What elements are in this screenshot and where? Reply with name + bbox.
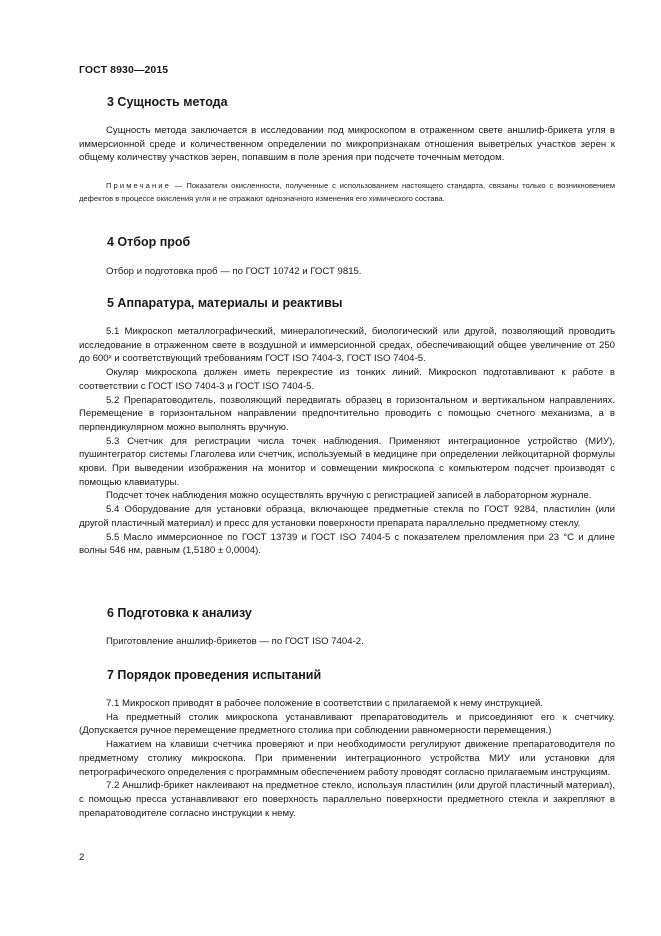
section-3-paragraph: Сущность метода заключается в исследовании под микроскопом в отраженном свете аншлиф-брикета угля в иммерсионной среде и количественном определении по микропризнакам отношения выветрелых участков зерен к общему количеству участков зерен, попавшим в поле зрения при подсчете точечным методом. bbox=[79, 125, 615, 164]
section-4-body bbox=[79, 265, 615, 279]
clause-7-1-counter: Нажатием на клавиши счетчика проверяют и при необходимости регулируют движение препаратоводителя по предметному столику микроскопа. При применении интеграционного устройства МИУ или установки для петрографического определения с программным обеспечением работу проводят согласно прилагаемым инструкциям. bbox=[79, 739, 615, 778]
clause-5-3-manual: Подсчет точек наблюдения можно осуществлять вручную с регистрацией записей в лабораторном журнале. bbox=[106, 490, 592, 502]
clause-5-1: 5.1 Микроскоп металлографический, минералогический, биологический или другой, позволяющий проводить исследование в отраженном свете в воздушной и иммерсионной средах, обеспечивающий общее увеличение от 250 до 600ˣ и соответствующий требованиям ГОСТ ISO 7404-3, ГОСТ ISO 7404-5. bbox=[79, 326, 615, 365]
note-label: Примечание bbox=[106, 181, 171, 190]
section-3-body bbox=[79, 124, 615, 165]
clause-5-3: 5.3 Счетчик для регистрации числа точек наблюдения. Применяют интеграционное устройство (МИУ), пушинтегратор системы Глаголева или счетчик, используемый в медицине при определении лейкоцитарной формулы крови. При выведении изображения на монитор и совмещении микроскопа с компьютером подсчет производят с помощью клавиатуры. bbox=[79, 435, 615, 488]
note-text: — Показатели окисленности, полученные с использованием настоящего стандарта, связаны только с возникновением дефектов в процессе окисления угля и не отражают однозначного изменения его химического состава. bbox=[79, 181, 615, 203]
clause-7-2: 7.2 Аншлиф-брикет наклеивают на предметное стекло, используя пластилин (или другой пластичный материал), с помощью пресса устанавливают его поверхность параллельно поверхности предметного стекла и закрепляют в препаратоводителе согласно инструкции к нему. bbox=[79, 780, 615, 819]
clause-7-1: 7.1 Микроскоп приводят в рабочее положение в соответствии с прилагаемой к нему инструкцией. bbox=[106, 698, 544, 709]
section-6-body bbox=[79, 635, 615, 649]
section-4-title: 4 Отбор проб bbox=[107, 235, 191, 249]
document-header: ГОСТ 8930—2015 bbox=[79, 64, 169, 76]
section-6-title: 6 Подготовка к анализу bbox=[107, 606, 252, 620]
section-4-paragraph: Отбор и подготовка проб — по ГОСТ 10742 и ГОСТ 9815. bbox=[106, 266, 362, 277]
section-3-note bbox=[79, 180, 615, 205]
section-3-title: 3 Сущность метода bbox=[107, 95, 228, 109]
section-5-title: 5 Аппаратура, материалы и реактивы bbox=[107, 296, 343, 310]
section-6-paragraph: Приготовление аншлиф-брикетов — по ГОСТ ISO 7404-2. bbox=[106, 636, 364, 647]
note-paragraph bbox=[79, 180, 615, 205]
page-number: 2 bbox=[79, 852, 85, 863]
section-5-body bbox=[79, 325, 615, 558]
clause-5-4: 5.4 Оборудование для установки образца, включающее предметные стекла по ГОСТ 9284, пластилин (или другой пластичный материал) и пресс для установки поверхности препарата параллельно предметному стеклу. bbox=[79, 504, 615, 529]
clause-5-5: 5.5 Масло иммерсионное по ГОСТ 13739 и ГОСТ ISO 7404-5 с показателем преломления при 23 °С и длине волны 546 нм, равным (1,5180 ± 0,0004). bbox=[79, 531, 615, 557]
clause-5-1-eyepiece: Окуляр микроскопа должен иметь перекрестие из тонких линий. Микроскоп подготавливают к работе в соответствии с ГОСТ ISO 7404-3 и ГОСТ ISO 7404-5. bbox=[79, 367, 615, 392]
clause-7-1-stage: На предметный столик микроскопа устанавливают препаратоводитель и присоединяют его к счетчику. (Допускается ручное перемещение предметного столика при соблюдении равномерности перемещения.) bbox=[79, 711, 615, 737]
section-7-body bbox=[79, 697, 615, 820]
section-7-title: 7 Порядок проведения испытаний bbox=[107, 668, 322, 682]
clause-5-2: 5.2 Препаратоводитель, позволяющий передвигать образец в горизонтальном и вертикальном направлениях. Перемещение в горизонтальном направлении предпочтительно проводить с помощью счетного механизма, а в перпендикулярном можно выполнять вручную. bbox=[79, 394, 615, 433]
